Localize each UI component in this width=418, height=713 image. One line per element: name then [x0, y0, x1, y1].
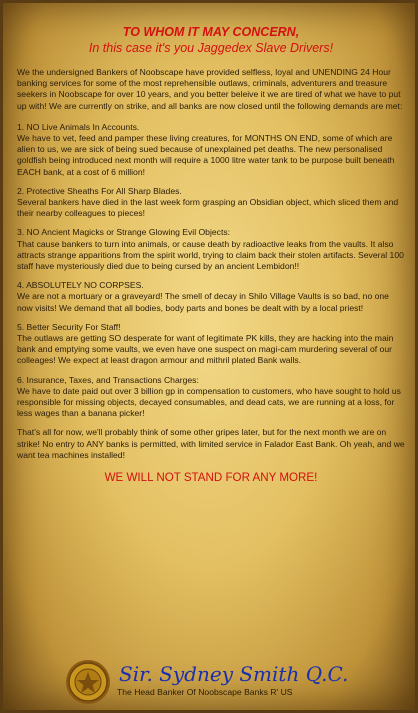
demand-title: 2. Protective Sheaths For All Sharp Blades. — [17, 185, 182, 196]
demand-section — [17, 186, 405, 220]
demand-body: Several bankers have died in the last week form grasping an Obsidian object, which sliced them and their nearby colleagues to pieces! — [17, 197, 399, 219]
demand-title: 6. Insurance, Taxes, and Transactions Charges: — [17, 374, 199, 385]
handwritten-signature-icon — [115, 659, 365, 689]
strike-slogan: WE WILL NOT STAND FOR ANY MORE! — [104, 471, 318, 485]
demand-title: 3. NO Ancient Magicks or Strange Glowing Evil Objects: — [17, 227, 231, 238]
addressee-subline: In this case it's you Jaggedex Slave Drivers! — [88, 41, 334, 55]
wax-seal-icon — [65, 659, 111, 705]
demand-body: We have to vet, feed and pamper these living creatures, for MONTHS ON END, some of which are alien to us, we are sick of being sued because of unexplained pet deaths. The new personalised goldfish being introduced next month will require a 1000 litre water tank to be purpose built beneath EACH bank, at a cost of 6 million! — [17, 133, 395, 177]
demand-section — [17, 322, 405, 367]
demand-body: We are not a mortuary or a graveyard! The smell of decay in Shilo Village Vaults is so bad, no one now visits! We demand that all bodies, body parts and bones be dealt with by a local priest! — [17, 291, 389, 313]
demand-body: The outlaws are getting SO desperate for want of legitimate PK kills, they are hacking into the main bank and emptying some vaults, we even have one suspect on magi-cam murdering several of our colleages! We expect at least dragon armour and mithril plated Bank walls. — [17, 333, 394, 366]
signature-text: Sir. Sydney Smith Q.C. — [119, 662, 349, 686]
demand-body: We have to date paid out over 3 billion gp in compensation to customers, who have sought to hold us responsible for missing objects, decayed consumables, and dead cats, we are running at a loss, for less wages than a banana picker! — [17, 385, 401, 419]
addressee-line: TO WHOM IT MAY CONCERN, — [122, 25, 300, 39]
letter-header — [17, 25, 405, 55]
closing-paragraph: That's all for now, we'll probably think of some other gripes later, but for the next month we are on strike! No entry to ANY banks is permitted, with limited service in Falador East Bank. Oh yeah, and we want tea machines installed! — [17, 427, 405, 460]
demand-title: 4. ABSOLUTELY NO CORPSES. — [17, 280, 144, 291]
demand-section — [17, 122, 405, 178]
intro-paragraph: We the undersigned Bankers of Noobscape have provided selfless, loyal and UNENDING 24 Hour banking services for some of the most reprehensible outlaws, criminals, adventurers and treasure seekers in Noobscape for over 10 years, and you better beleive it we are tired of what we have to put up with! We are currently on strike, and all banks are now closed until the following demands are met: — [17, 67, 403, 111]
demand-title: 5. Better Security For Staff! — [17, 321, 121, 332]
demand-section — [17, 375, 405, 420]
demand-section — [17, 280, 405, 314]
demand-section — [17, 227, 405, 272]
demand-body: That cause bankers to turn into animals, or cause death by radioactive leaks from the vaults. It also attracts strange apparitions from the spirit world, trying to claim back their stolen artifacts. Several 100 staff have mysteriously died due to being cursed by an ancient Lembidon!! — [17, 238, 404, 272]
signatory-title: The Head Banker Of Noobscape Banks R' US — [117, 687, 293, 697]
demand-title: 1. NO Live Animals In Accounts. — [17, 121, 140, 132]
